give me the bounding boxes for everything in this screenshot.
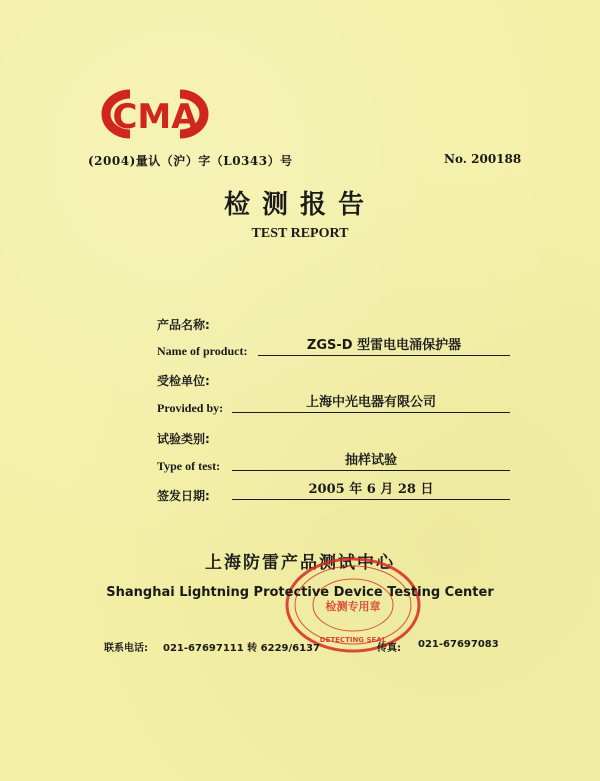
title-english: TEST REPORT	[251, 226, 349, 241]
center-name-en: Shanghai Lightning Protective Device Testing Center	[106, 585, 494, 600]
provider-label-cn: 受检单位:	[157, 374, 210, 388]
product-label-en: Name of product:	[157, 344, 248, 358]
phone-value: 021-67697111 转 6229/6137	[163, 643, 320, 654]
test-label-en: Type of test:	[157, 459, 221, 473]
certification-code: (2004)量认（沪）字（L0343）号	[88, 154, 293, 168]
test-label-cn: 试验类别:	[157, 432, 210, 446]
seal-inner-text: 检测专用章	[325, 600, 381, 613]
cma-logo	[100, 88, 210, 140]
product-value: ZGS-D 型雷电电涌保护器	[258, 337, 510, 356]
cma-logo-text: CMA	[112, 97, 198, 137]
fax-value: 021-67697083	[418, 639, 499, 650]
seal-band-text: DETECTING SEAL	[319, 636, 387, 644]
center-name-cn: 上海防雷产品测试中心	[205, 553, 395, 573]
phone-label: 联系电话:	[104, 643, 148, 654]
test-value: 抽样试验	[232, 452, 510, 471]
provider-value: 上海中光电器有限公司	[232, 394, 510, 413]
fax-label: 传真:	[377, 643, 401, 654]
provider-label-en: Provided by:	[157, 401, 224, 415]
date-value: 2005 年 6 月 28 日	[232, 481, 510, 500]
title-chinese: 检测报告	[223, 190, 376, 220]
date-label-cn: 签发日期:	[157, 489, 210, 503]
product-label-cn: 产品名称:	[157, 318, 210, 332]
report-number: No. 200188	[444, 152, 522, 166]
